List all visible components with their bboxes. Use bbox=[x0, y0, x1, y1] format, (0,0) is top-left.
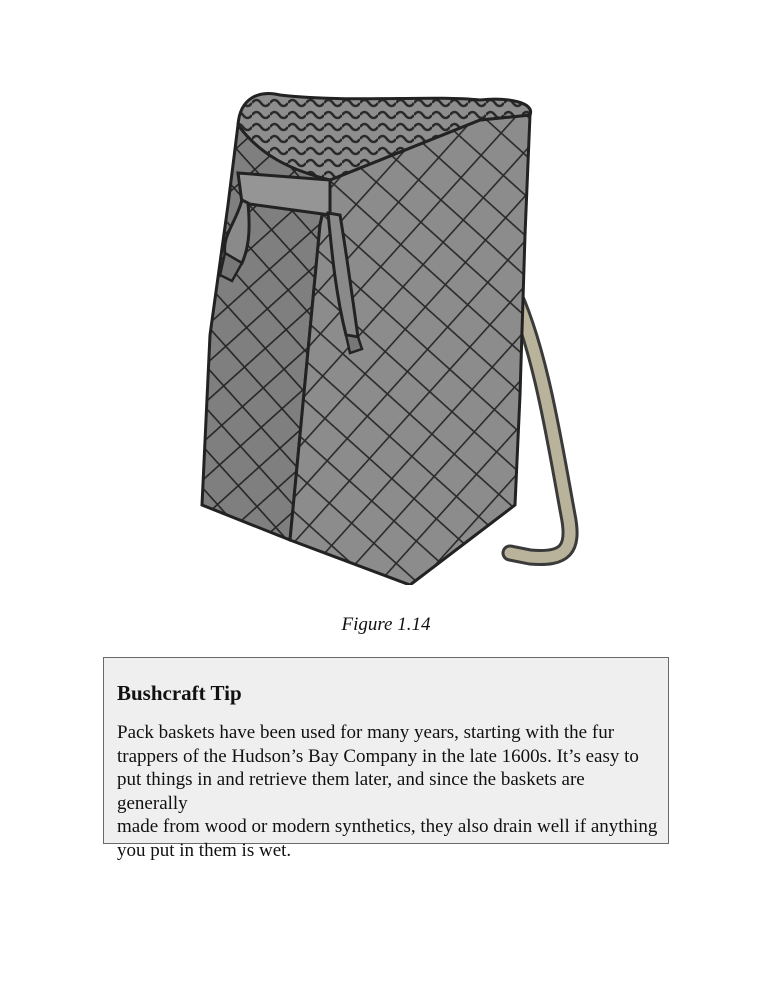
pack-basket-illustration bbox=[180, 85, 600, 585]
tip-body: Pack baskets have been used for many years, starting with the fur trappers of the Hudson’s Bay Company in the late 1600s. It’s easy to put things in and retrieve them later, and since the baskets are generally made from wood or modern synthetics, they also drain well if anything you put in them is wet. bbox=[117, 722, 658, 861]
figure-caption: Figure 1.14 bbox=[341, 614, 431, 635]
tip-title: Bushcraft Tip bbox=[117, 681, 242, 705]
pack-basket-drawing bbox=[180, 85, 600, 585]
bushcraft-tip-box bbox=[103, 657, 669, 861]
